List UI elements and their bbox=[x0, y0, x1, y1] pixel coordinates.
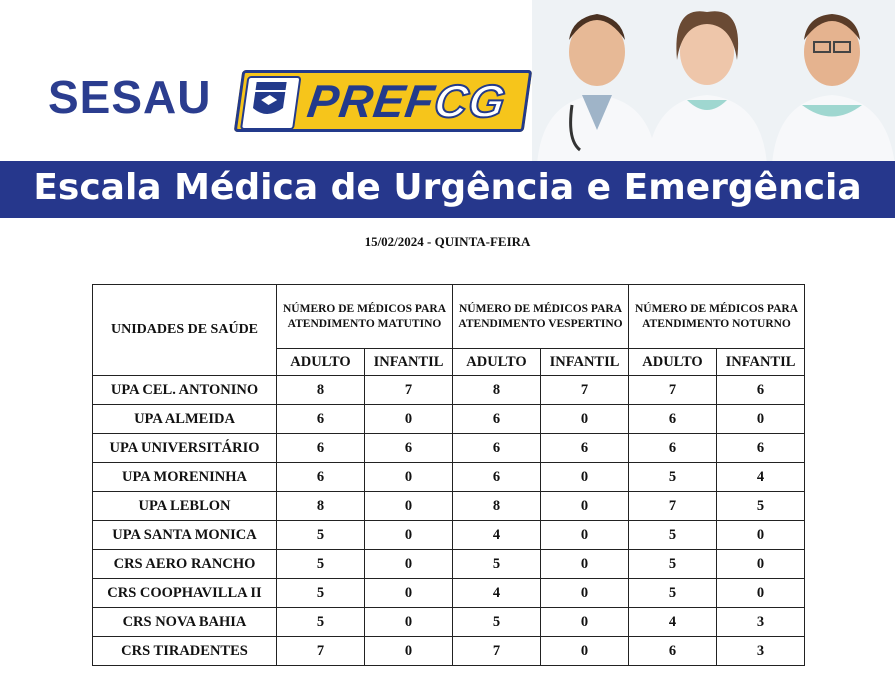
cell-value: 7 bbox=[629, 492, 717, 521]
table-row bbox=[93, 463, 805, 492]
cell-value: 7 bbox=[541, 376, 629, 405]
table-row bbox=[93, 376, 805, 405]
cell-value: 6 bbox=[453, 434, 541, 463]
cell-value: 6 bbox=[453, 405, 541, 434]
page-title: Escala Médica de Urgência e Emergência bbox=[33, 167, 862, 208]
cell-value: 4 bbox=[717, 463, 805, 492]
schedule-date: 15/02/2024 - QUINTA-FEIRA bbox=[364, 234, 531, 249]
morning-group-header: NÚMERO DE MÉDICOS PARA ATENDIMENTO MATUTINO bbox=[277, 285, 453, 349]
cell-value: 0 bbox=[541, 405, 629, 434]
unit-name: CRS NOVA BAHIA bbox=[93, 608, 277, 637]
subheader-adult: ADULTO bbox=[453, 349, 541, 376]
cell-value: 4 bbox=[453, 521, 541, 550]
cell-value: 0 bbox=[541, 608, 629, 637]
cell-value: 6 bbox=[365, 434, 453, 463]
cell-value: 4 bbox=[453, 579, 541, 608]
table-row bbox=[93, 550, 805, 579]
cell-value: 0 bbox=[541, 521, 629, 550]
cell-value: 8 bbox=[277, 376, 365, 405]
cell-value: 0 bbox=[541, 579, 629, 608]
unit-name: UPA UNIVERSITÁRIO bbox=[93, 434, 277, 463]
cell-value: 7 bbox=[365, 376, 453, 405]
cell-value: 5 bbox=[277, 579, 365, 608]
unit-name: UPA CEL. ANTONINO bbox=[93, 376, 277, 405]
cell-value: 6 bbox=[453, 463, 541, 492]
cell-value: 0 bbox=[717, 550, 805, 579]
cell-value: 0 bbox=[365, 492, 453, 521]
cell-value: 7 bbox=[629, 376, 717, 405]
cell-value: 6 bbox=[629, 637, 717, 666]
cell-value: 0 bbox=[365, 405, 453, 434]
table-row bbox=[93, 492, 805, 521]
cell-value: 0 bbox=[717, 521, 805, 550]
cell-value: 5 bbox=[629, 579, 717, 608]
cell-value: 8 bbox=[277, 492, 365, 521]
cell-value: 0 bbox=[541, 492, 629, 521]
cell-value: 0 bbox=[717, 405, 805, 434]
subheader-child: INFANTIL bbox=[365, 349, 453, 376]
cell-value: 5 bbox=[629, 521, 717, 550]
unit-name: CRS AERO RANCHO bbox=[93, 550, 277, 579]
cell-value: 6 bbox=[541, 434, 629, 463]
cell-value: 5 bbox=[453, 550, 541, 579]
cell-value: 5 bbox=[453, 608, 541, 637]
cell-value: 6 bbox=[277, 405, 365, 434]
cell-value: 0 bbox=[365, 579, 453, 608]
schedule-table bbox=[92, 284, 805, 666]
table-group-header-row bbox=[93, 285, 805, 349]
cell-value: 5 bbox=[277, 608, 365, 637]
table-row bbox=[93, 608, 805, 637]
cell-value: 3 bbox=[717, 637, 805, 666]
city-crest-icon bbox=[240, 76, 302, 130]
cell-value: 5 bbox=[277, 521, 365, 550]
cell-value: 6 bbox=[629, 434, 717, 463]
cell-value: 6 bbox=[717, 434, 805, 463]
cell-value: 5 bbox=[717, 492, 805, 521]
cell-value: 0 bbox=[717, 579, 805, 608]
afternoon-group-header: NÚMERO DE MÉDICOS PARA ATENDIMENTO VESPERTINO bbox=[453, 285, 629, 349]
sesau-logo: SESAU bbox=[48, 71, 212, 123]
cell-value: 0 bbox=[541, 637, 629, 666]
unit-name: UPA ALMEIDA bbox=[93, 405, 277, 434]
cell-value: 5 bbox=[277, 550, 365, 579]
subheader-adult: ADULTO bbox=[629, 349, 717, 376]
cell-value: 8 bbox=[453, 492, 541, 521]
cell-value: 7 bbox=[453, 637, 541, 666]
unit-name: UPA MORENINHA bbox=[93, 463, 277, 492]
cell-value: 0 bbox=[365, 550, 453, 579]
table-row bbox=[93, 434, 805, 463]
cell-value: 5 bbox=[629, 550, 717, 579]
cell-value: 0 bbox=[541, 463, 629, 492]
cell-value: 6 bbox=[629, 405, 717, 434]
cell-value: 0 bbox=[365, 608, 453, 637]
cell-value: 0 bbox=[365, 637, 453, 666]
prefcg-wordmark: PREFCG bbox=[304, 75, 510, 127]
prefcg-logo bbox=[234, 70, 533, 132]
cell-value: 0 bbox=[365, 521, 453, 550]
doctors-photo bbox=[532, 0, 895, 165]
unit-name: CRS COOPHAVILLA II bbox=[93, 579, 277, 608]
subheader-child: INFANTIL bbox=[717, 349, 805, 376]
unit-column-header: UNIDADES DE SAÚDE bbox=[93, 285, 277, 376]
table-row bbox=[93, 521, 805, 550]
cell-value: 6 bbox=[277, 463, 365, 492]
subheader-child: INFANTIL bbox=[541, 349, 629, 376]
unit-name: UPA SANTA MONICA bbox=[93, 521, 277, 550]
cell-value: 8 bbox=[453, 376, 541, 405]
title-banner bbox=[0, 161, 895, 218]
cell-value: 5 bbox=[629, 463, 717, 492]
cell-value: 7 bbox=[277, 637, 365, 666]
cell-value: 0 bbox=[541, 550, 629, 579]
unit-name: CRS TIRADENTES bbox=[93, 637, 277, 666]
cell-value: 0 bbox=[365, 463, 453, 492]
cell-value: 3 bbox=[717, 608, 805, 637]
header bbox=[0, 0, 895, 165]
cell-value: 6 bbox=[717, 376, 805, 405]
subheader-adult: ADULTO bbox=[277, 349, 365, 376]
unit-name: UPA LEBLON bbox=[93, 492, 277, 521]
cell-value: 4 bbox=[629, 608, 717, 637]
table-row bbox=[93, 637, 805, 666]
table-row bbox=[93, 579, 805, 608]
night-group-header: NÚMERO DE MÉDICOS PARA ATENDIMENTO NOTURNO bbox=[629, 285, 805, 349]
cell-value: 6 bbox=[277, 434, 365, 463]
table-row bbox=[93, 405, 805, 434]
